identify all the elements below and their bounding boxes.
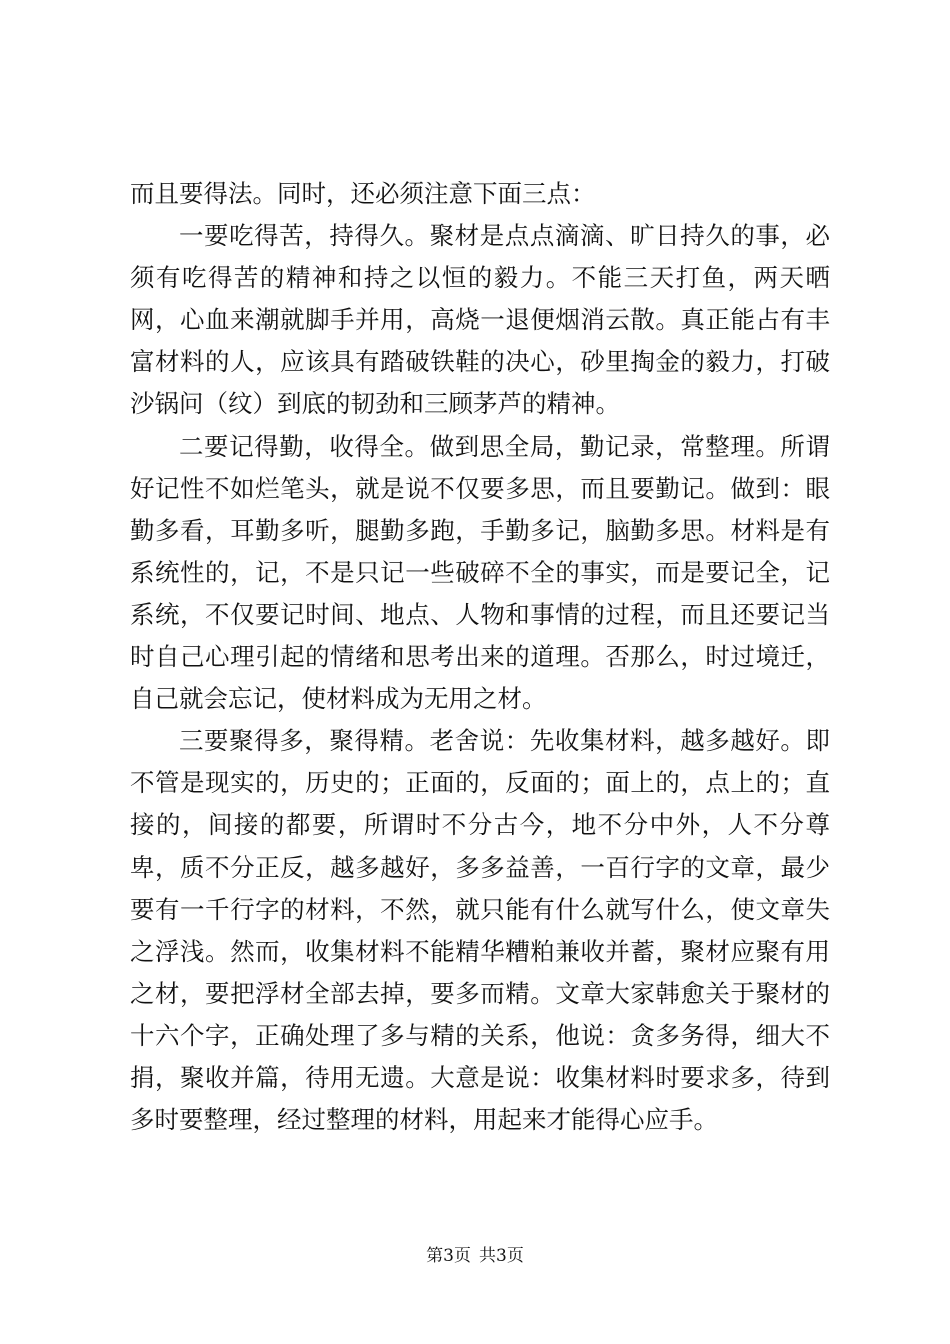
- page-total: 共3页: [479, 1246, 524, 1266]
- paragraph-point-one: 一要吃得苦，持得久。聚材是点点滴滴、旷日持久的事，必须有吃得苦的精神和持之以恒的毅力。不能三天打鱼，两天晒网，心血来潮就脚手并用，高烧一退便烟消云散。真正能占有丰富材料的人，应该具有踏破铁鞋的决心，砂里掏金的毅力，打破沙锅问（纹）到底的韧劲和三顾茅芦的精神。: [130, 221, 830, 419]
- paragraph-point-two: 二要记得勤，收得全。做到思全局，勤记录，常整理。所谓好记性不如烂笔头，就是说不仅要多思，而且要勤记。做到：眼勤多看，耳勤多听，腿勤多跑，手勤多记，脑勤多思。材料是有系统性的，记，不是只记一些破碎不全的事实，而是要记全，记系统，不仅要记时间、地点、人物和事情的过程，而且还要记当时自己心理引起的情绪和思考出来的道理。否那么，时过境迁，自己就会忘记，使材料成为无用之材。: [130, 431, 830, 714]
- page-number: 第3页: [426, 1246, 471, 1266]
- page-footer: [0, 1245, 950, 1267]
- paragraph-continuation: 而且要得法。同时，还必须注意下面三点：: [130, 179, 596, 208]
- paragraph-point-three: 三要聚得多，聚得精。老舍说：先收集材料，越多越好。即不管是现实的，历史的；正面的，反面的；面上的，点上的；直接的，间接的都要，所谓时不分古今，地不分中外，人不分尊卑，质不分正反，越多越好，多多益善，一百行字的文章，最少要有一千行字的材料，不然，就只能有什么就写什么，使文章失之浮浅。然而，收集材料不能精华糟粕兼收并蓄，聚材应聚有用之材，要把浮材全部去掉，要多而精。文章大家韩愈关于聚材的十六个字，正确处理了多与精的关系，他说：贪多务得，细大不捐，聚收并篇，待用无遗。大意是说：收集材料时要求多，待到多时要整理，经过整理的材料，用起来才能得心应手。: [130, 726, 830, 1135]
- body-text: [130, 173, 830, 1141]
